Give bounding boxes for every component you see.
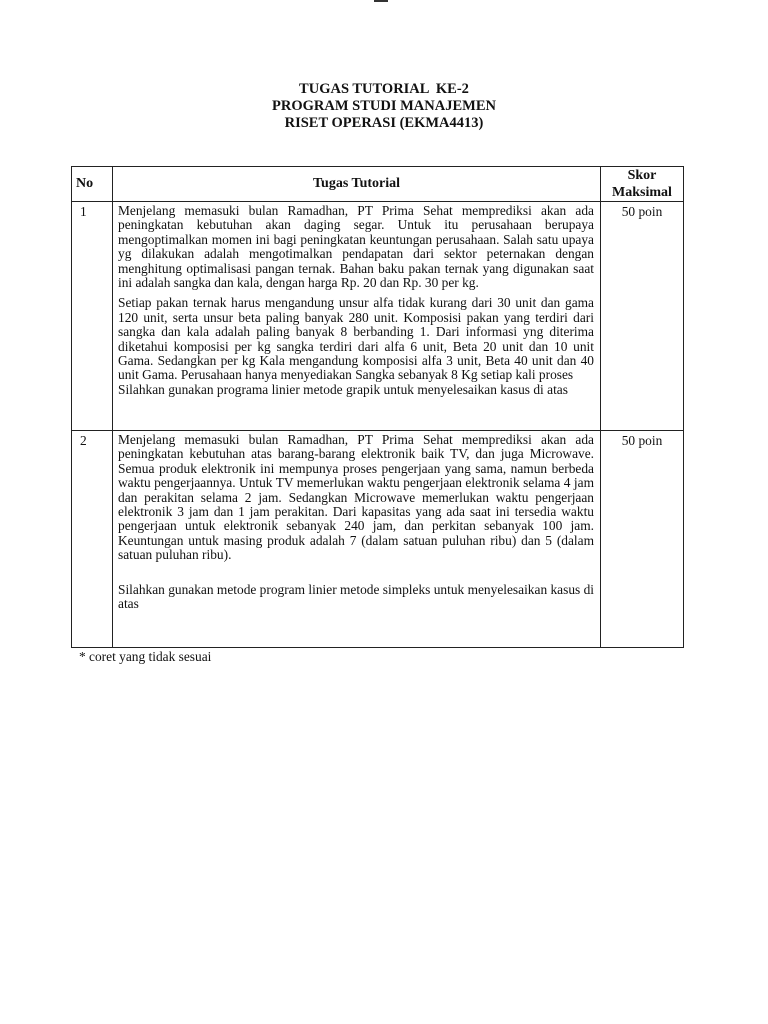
table-row: [72, 202, 684, 431]
task-description: [113, 202, 601, 431]
score-value: 50 poin: [601, 202, 684, 431]
footnote: * coret yang tidak sesuai: [79, 649, 212, 664]
task-instruction: Silahkan gunakan programa linier metode grapik untuk menyelesaikan kasus di atas: [118, 381, 568, 397]
tasks-table: [71, 166, 684, 648]
task-paragraph: Menjelang memasuki bulan Ramadhan, PT Prima Sehat memprediksi akan ada peningkatan kebutuhan atas barang-barang elektronik baik TV, dan juga Microwave. Semua produk elektronik ini mempunya proses pengerjaan yang sama, namun berbeda waktu pengerjaannya. Untuk TV memerlukan waktu pengerjaan elektronik selama 4 jam dan perakitan selama 2 jam. Sedangkan Microwave memerlukan waktu pengerjaan elektronik 3 jam dan 1 jam perakitan. Dari kapasitas yang ada saat ini tersedia waktu pengerjaan untuk elektronik sebanyak 240 jam, dan perkitan sebanyak 100 jam. Keuntungan untuk masing produk adalah 7 (dalam satuan puluhan ribu) dan 5 (dalam satuan puluhan ribu).: [118, 432, 594, 563]
heading-line-3: RISET OPERASI (EKMA4413): [284, 115, 484, 131]
task-paragraph: Setiap pakan ternak harus mengandung unsur alfa tidak kurang dari 30 unit dan gama 120 unit, serta unsur beta paling banyak 280 unit. Komposisi pakan yang terdiri dari sangka dan kala adalah paling banyak 8 berbanding 1. Dari informasi yng diterima diketahui komposisi per kg sangka terdiri dari alfa 6 unit, Beta 20 unit dan 10 unit Gama. Sedangkan per kg Kala mengandung komposisi alfa 3 unit, Beta 40 unit dan 40 unit Gama. Perusahaan hanya menyediakan Sangka sebanyak 8 Kg setiap kali proses: [118, 295, 594, 383]
page-top-mark: [374, 0, 388, 2]
row-number: 1: [72, 202, 113, 431]
header-no: No: [72, 167, 113, 202]
table-row: [72, 431, 684, 648]
table-header-row: [72, 167, 684, 202]
header-task: Tugas Tutorial: [113, 167, 601, 202]
task-paragraph: Menjelang memasuki bulan Ramadhan, PT Prima Sehat memprediksi akan ada peningkatan kebutuhan akan daging segar. Untuk itu perusahaan berupaya mengoptimalkan momen ini bagi peningkatan keuntungan perusahaan. Salah satu upaya yg dilakukan adalah mengotimalkan pendapatan dari sektor peternakan dengan menghitung optimalisasi pangan ternak. Bahan baku pakan ternak yang digunakan saat ini adalah sangka dan kala, dengan harga Rp. 20 dan Rp. 30 per kg.: [118, 203, 594, 291]
score-value: 50 poin: [601, 431, 684, 648]
header-score: [601, 167, 684, 202]
header-score-line-2: Maksimal: [612, 185, 672, 200]
task-description: [113, 431, 601, 648]
row-number: 2: [72, 431, 113, 648]
document-heading: [0, 81, 768, 132]
header-score-line-1: Skor: [627, 168, 657, 183]
heading-line-1: TUGAS TUTORIAL KE-2: [299, 81, 469, 97]
heading-line-2: PROGRAM STUDI MANAJEMEN: [272, 98, 496, 114]
task-instruction: Silahkan gunakan metode program linier metode simpleks untuk menyelesaikan kasus di atas: [118, 581, 595, 612]
